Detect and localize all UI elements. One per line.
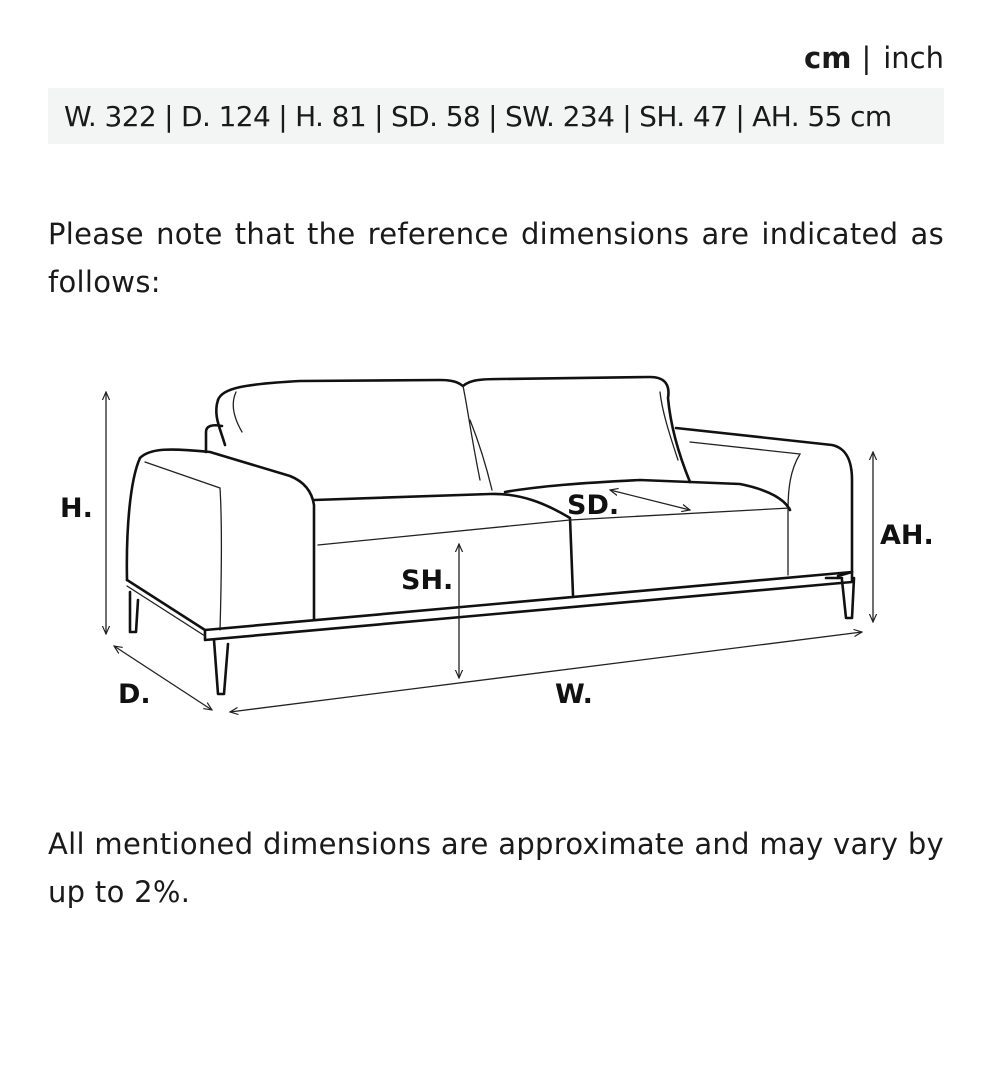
- dim-separator: |: [164, 99, 173, 133]
- unit-toggle: [804, 38, 944, 78]
- dim-sd: SD. 58: [390, 99, 481, 133]
- dim-separator: |: [622, 99, 632, 133]
- unit-separator: |: [861, 41, 872, 75]
- label-w: W.: [555, 679, 593, 710]
- dim-ah: AH. 55 cm: [752, 99, 892, 133]
- dim-separator: |: [278, 99, 288, 133]
- reference-note: Please note that the reference dimensions are indicated as follows:: [48, 217, 944, 299]
- dim-separator: |: [735, 99, 745, 133]
- label-d: D.: [118, 679, 151, 710]
- dim-separator: |: [374, 99, 383, 133]
- dim-w: W. 322: [64, 99, 157, 133]
- dimensions-bar: [48, 88, 944, 144]
- dim-h: H. 81: [295, 99, 367, 133]
- label-sd: SD.: [567, 490, 620, 521]
- label-ah: AH.: [880, 520, 934, 551]
- dim-d: D. 124: [181, 99, 271, 133]
- unit-inch-button[interactable]: inch: [883, 41, 944, 75]
- dim-sw: SW. 234: [504, 99, 615, 133]
- dim-separator: |: [488, 99, 497, 133]
- label-sh: SH.: [401, 565, 454, 596]
- approximation-note: All mentioned dimensions are approximate and may vary by up to 2%.: [48, 827, 944, 909]
- unit-cm-button[interactable]: cm: [804, 41, 852, 75]
- dim-sh: SH. 47: [639, 99, 728, 133]
- label-h: H.: [60, 493, 93, 524]
- sofa-dimension-diagram: [0, 360, 994, 740]
